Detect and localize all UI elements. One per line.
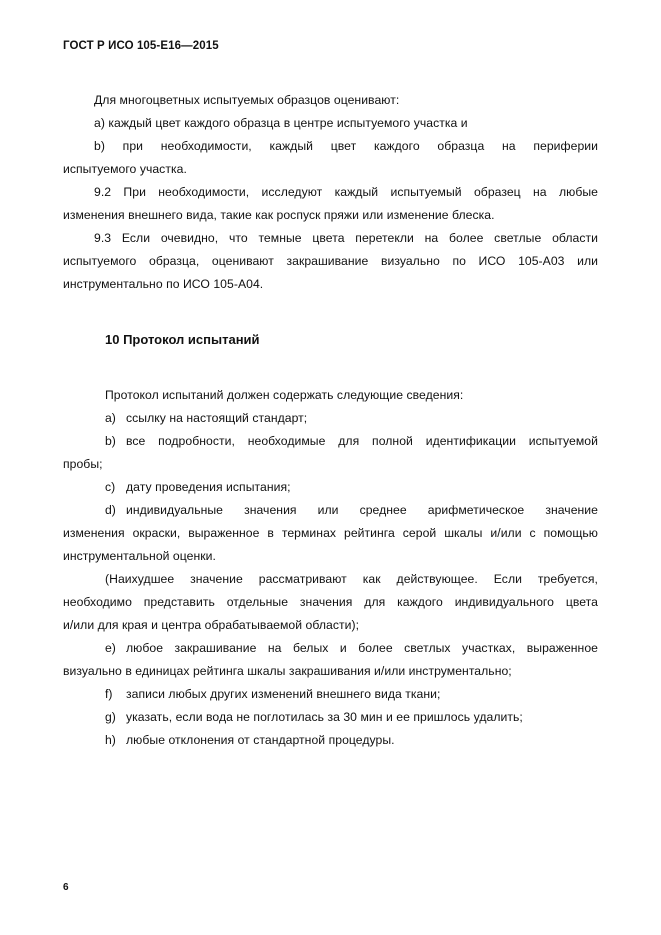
note-line: (Наихудшее значение рассматривают как действующее. Если требуется, bbox=[105, 572, 598, 586]
text-line: Для многоцветных испытуемых образцов оценивают: bbox=[94, 93, 400, 107]
list-item: дату проведения испытания; bbox=[126, 480, 291, 494]
text-line: изменения внешнего вида, такие как роспуск пряжи или изменение блеска. bbox=[63, 208, 495, 222]
section-heading: 10 Протокол испытаний bbox=[105, 332, 260, 347]
text-line: инструментальной оценки. bbox=[63, 549, 216, 563]
page-number: 6 bbox=[63, 882, 69, 893]
text-line: испытуемого участка. bbox=[63, 162, 187, 176]
list-item: указать, если вода не поглотилась за 30 мин и ее пришлось удалить; bbox=[126, 710, 523, 724]
list-label: d) bbox=[105, 503, 116, 517]
document-header: ГОСТ Р ИСО 105-E16—2015 bbox=[63, 40, 219, 52]
text-line: пробы; bbox=[63, 457, 103, 471]
list-label: c) bbox=[105, 480, 116, 494]
list-item: все подробности, необходимые для полной идентификации испытуемой bbox=[126, 434, 598, 448]
text-line: визуально в единицах рейтинга шкалы закрашивания и/или инструментально; bbox=[63, 664, 512, 678]
list-label: b) bbox=[105, 434, 116, 448]
text-line: 9.3 Если очевидно, что темные цвета перетекли на более светлые области bbox=[94, 231, 598, 245]
note-line: и/или для края и центра обрабатываемой области); bbox=[63, 618, 359, 632]
list-label: g) bbox=[105, 710, 116, 724]
list-label: a) bbox=[105, 411, 116, 425]
list-label: f) bbox=[105, 687, 113, 701]
text-line: а) каждый цвет каждого образца в центре испытуемого участка и bbox=[94, 116, 468, 130]
list-item: любое закрашивание на белых и более светлых участках, выраженное bbox=[126, 641, 598, 655]
text-line: инструментально по ИСО 105-А04. bbox=[63, 277, 264, 291]
text-line: испытуемого образца, оценивают закрашивание визуально по ИСО 105-А03 или bbox=[63, 254, 598, 268]
list-label: e) bbox=[105, 641, 116, 655]
text-line: 9.2 При необходимости, исследуют каждый испытуемый образец на любые bbox=[94, 185, 598, 199]
list-item: любые отклонения от стандартной процедуры. bbox=[126, 733, 395, 747]
list-item: ссылку на настоящий стандарт; bbox=[126, 411, 308, 425]
text-line: изменения окраски, выраженное в терминах рейтинга серой шкалы и/или с помощью bbox=[63, 526, 598, 540]
text-line: Протокол испытаний должен содержать следующие сведения: bbox=[105, 388, 464, 402]
text-line: b) при необходимости, каждый цвет каждого образца на периферии bbox=[94, 139, 598, 153]
note-line: необходимо представить отдельные значения для каждого индивидуального цвета bbox=[63, 595, 598, 609]
list-item: записи любых других изменений внешнего вида ткани; bbox=[126, 687, 441, 701]
list-item: индивидуальные значения или среднее арифметическое значение bbox=[126, 503, 598, 517]
list-label: h) bbox=[105, 733, 116, 747]
